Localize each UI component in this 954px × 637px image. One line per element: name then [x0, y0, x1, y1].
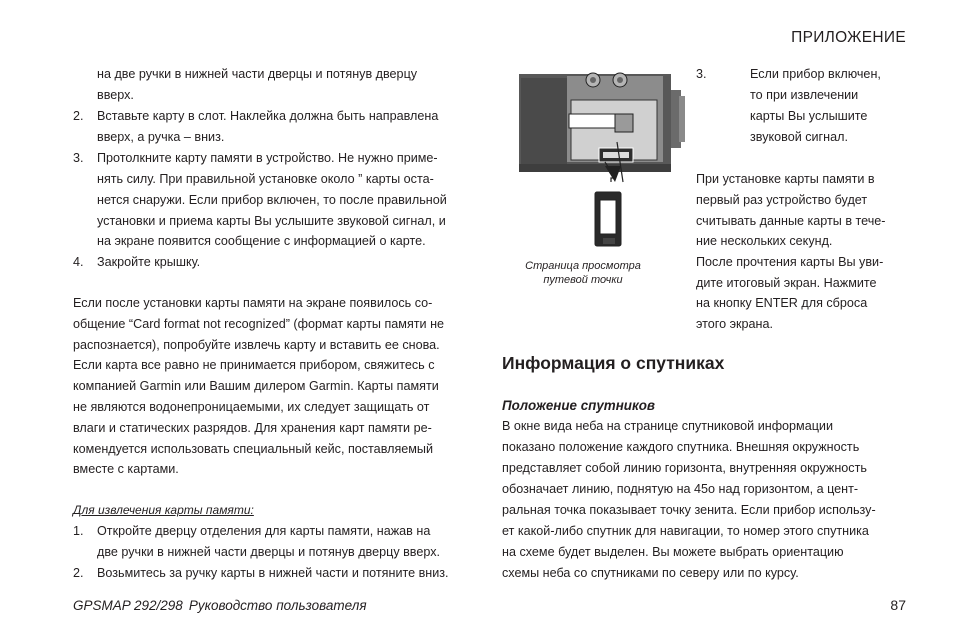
step-line: Откройте дверцу отделения для карты памяти, нажав на [97, 524, 431, 538]
body-line: представляет собой линию горизонта, внутренняя окружность [502, 461, 867, 475]
step-number: 1. [73, 524, 84, 538]
step-line: звуковой сигнал. [750, 130, 848, 144]
step-line: карты Вы услышите [750, 109, 868, 123]
subsection-title: Положение спутников [502, 398, 656, 413]
footer-model: GPSMAP 292/298 [73, 598, 183, 613]
body-line: ет какой-либо спутник для навигации, то номер этого спутника [502, 524, 869, 538]
step-line: на экране появится сообщение с информацией о карте. [97, 234, 426, 248]
paragraph-line: считывать данные карты в тече- [696, 214, 886, 228]
step-line: Возьмитесь за ручку карты в нижней части и потяните вниз. [97, 566, 449, 580]
paragraph-line: дите итоговый экран. Нажмите [696, 276, 877, 290]
caption-line: путевой точки [543, 274, 623, 286]
device-illustration-svg [519, 70, 689, 250]
step-line: установки и приема карты Вы услышите звуковой сигнал, и [97, 214, 446, 228]
paragraph-line: При установке карты памяти в [696, 172, 875, 186]
section-title: Информация о спутниках [502, 353, 725, 373]
device-illustration [519, 70, 689, 250]
paragraph-line: После прочтения карты Вы уви- [696, 255, 884, 269]
page-number: 87 [890, 597, 906, 613]
paragraph-line: влаги и статических разрядов. Для хранения карт памяти ре- [73, 421, 432, 435]
paragraph-line: комендуется использовать специальный кейс, поставляемый [73, 442, 434, 456]
step-line: вверх, а ручка – вниз. [97, 130, 225, 144]
step-line: две ручки в нижней части дверцы и потянув дверцу вверх. [97, 545, 441, 559]
body-line: ральная точка показывает точку зенита. Если прибор использу- [502, 503, 876, 517]
paragraph-line: первый раз устройство будет [696, 193, 868, 207]
step-line: то при извлечении [750, 88, 859, 102]
step-number: 2. [73, 109, 84, 123]
caption-line: Страница просмотра [525, 260, 641, 272]
step-line: Если прибор включен, [750, 67, 881, 81]
step-line: Закройте крышку. [97, 255, 201, 269]
footer-title [73, 598, 367, 613]
step-number: 3. [73, 151, 84, 165]
paragraph-line: Если карта все равно не принимается прибором, свяжитесь с [73, 358, 435, 372]
paragraph-line: на кнопку ENTER для сброса [696, 296, 868, 310]
paragraph-line: не являются водонепроницаемыми, их следует защищать от [73, 400, 430, 414]
body-line: схемы неба со спутниками по северу или по курсу. [502, 566, 799, 580]
body-line: обозначает линию, поднятую на 45o над горизонтом, а цент- [502, 482, 859, 496]
footer-doc-title: Руководство пользователя [188, 598, 367, 613]
paragraph-line: ние нескольких секунд. [696, 234, 833, 248]
paragraph-line: распознается), попробуйте извлечь карту и вставить ее снова. [73, 338, 440, 352]
removal-heading: Для извлечения карты памяти: [73, 503, 254, 517]
paragraph-line: вместе с картами. [73, 462, 179, 476]
step-line: Протолкните карту памяти в устройство. Не нужно приме- [97, 151, 438, 165]
step-number: 2. [73, 566, 84, 580]
step-line: нется снаружи. Если прибор включен, то после правильной [97, 193, 447, 207]
paragraph-line: общение “Card format not recognized” (формат карты памяти не [73, 317, 445, 331]
step-line: Вставьте карту в слот. Наклейка должна быть направлена [97, 109, 439, 123]
body-line: В окне вида неба на странице спутниковой информации [502, 419, 834, 433]
paragraph-line: компанией Garmin или Вашим дилером Garmin. Карты памяти [73, 379, 439, 393]
body-line: показано положение каждого спутника. Внешняя окружность [502, 440, 860, 454]
step-line: нять силу. При правильной установке около ” карты оста- [97, 172, 434, 186]
step-number: 3. [696, 67, 707, 81]
body-line: на схеме будет выделен. Вы можете выбрать ориентацию [502, 545, 844, 559]
intro-line: вверх. [97, 88, 134, 102]
paragraph-line: этого экрана. [696, 317, 774, 331]
section-header: ПРИЛОЖЕНИЕ [791, 29, 906, 46]
paragraph-line: Если после установки карты памяти на экране появилось со- [73, 296, 433, 310]
step-number: 4. [73, 255, 84, 269]
figure-caption [508, 259, 658, 287]
intro-line: на две ручки в нижней части дверцы и потянув дверцу [97, 67, 418, 81]
